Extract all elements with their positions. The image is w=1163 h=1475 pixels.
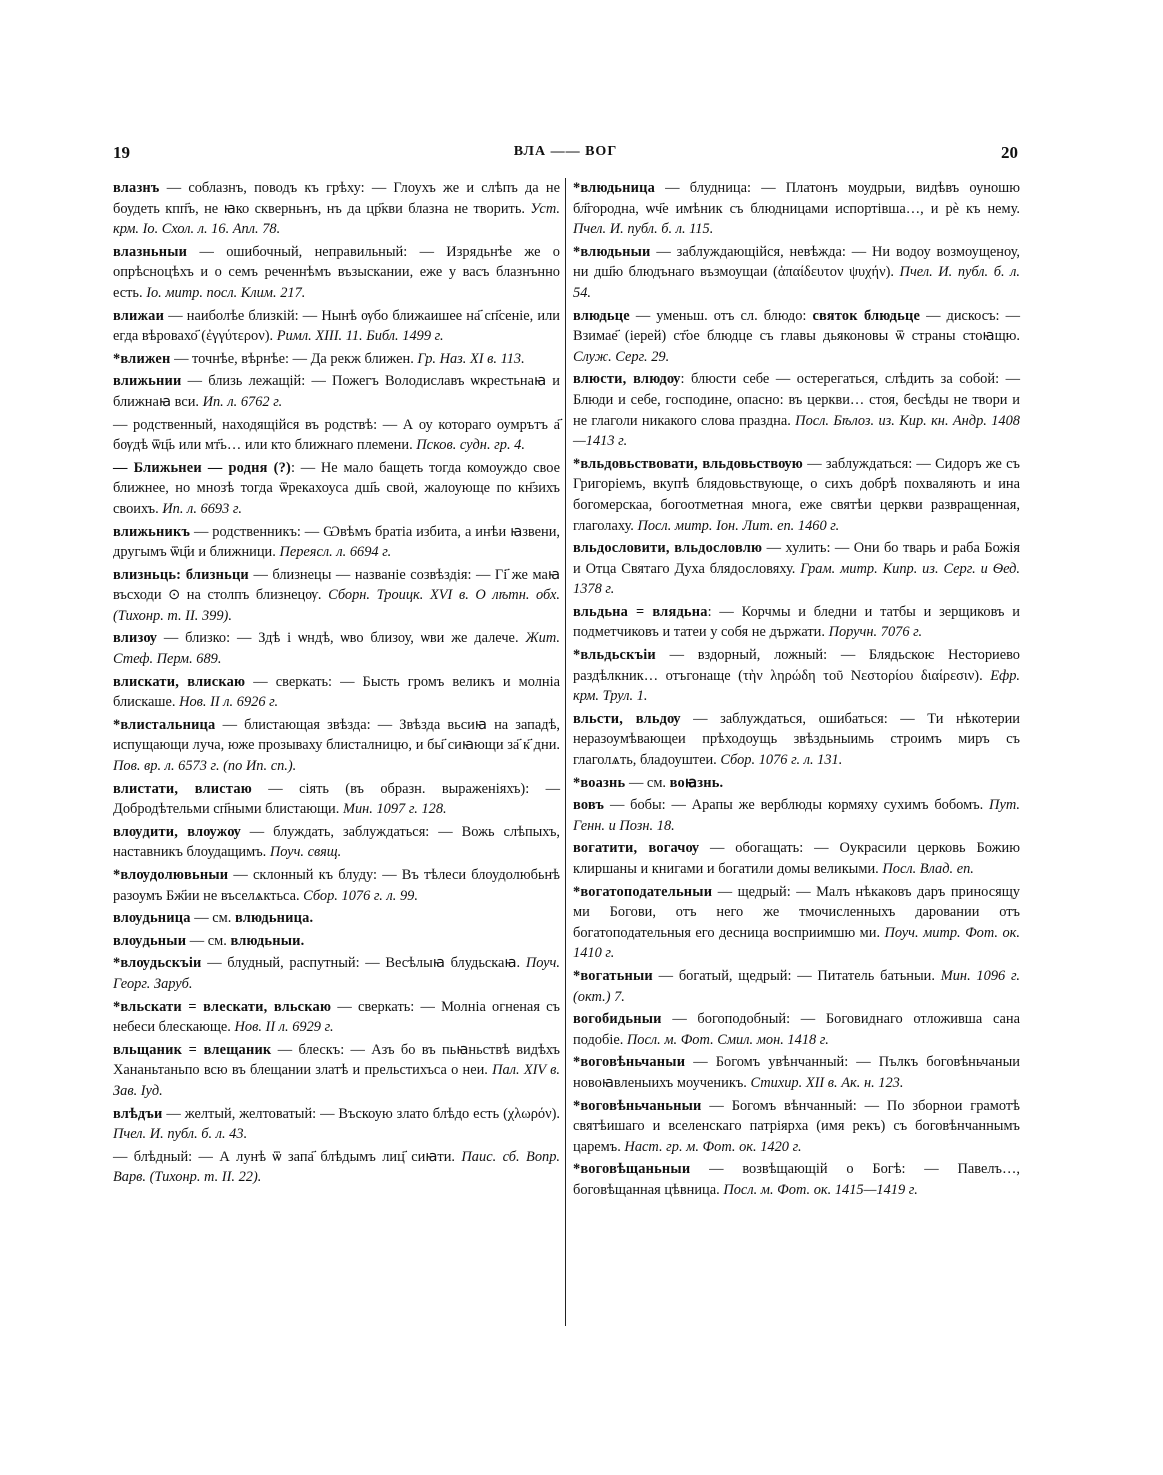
entry-definition: — наиболѣе близкій: — Нынѣ ѹбо ближаишее на҃ сп҃сеніе, или егда вѣровахо҃ (ἐγγύτερον). [113,307,560,345]
entry-headword: *влѹдьскъіи [113,955,202,972]
dictionary-entry [573,773,1020,794]
entry-headword: вльдьна = влядьна [573,603,708,620]
entry-definition: : — Корчмы и бледни и татбы и зерщиковъ и подметчиковъ и татеи у собя не държати. [573,603,1020,641]
entry-definition: — блѣдный: — А лунѣ ѿ запа҃ блѣдымъ лиц҃ сиꙗти. [113,1148,456,1165]
dictionary-entry [573,838,1020,879]
entry-source: Наст. гр. м. Фот. ок. 1420 г. [620,1138,802,1155]
entry-headword: *вльдовьствовати, вльдовьствѹю [573,455,803,472]
right-column [573,178,1020,1203]
dictionary-entry [573,795,1020,836]
entry-headword: *вльскати = влескати, вльскаю [113,998,332,1015]
entry-definition: — родственный, находящійся въ родствѣ: — А оу котораго оумрътъ а҃ бѹдѣ ѿц҃ь или мт҃ь… или кто ближнаго племени. [113,416,560,454]
entry-definition: — см. [625,774,670,791]
column-divider [565,178,566,1326]
entry-headword: влѹдити, влѹжѹ [113,823,241,840]
entry-headword: *влѹдолювьныи [113,867,229,883]
entry-source: Жит. Стеф. Перм. 689. [113,630,560,668]
dictionary-entry [113,565,560,627]
dictionary-entry [113,458,560,520]
entry-headword: *воазнь [573,774,626,791]
entry-definition: — блистающая звѣзда: — Звѣзда вьсиꙗ на западѣ, испущающи луча, юже прозываху блисталницю, и бы҃ сиꙗющи за҃ к҃ дни. [113,716,560,754]
entry-headword: *воговѣньчаньныи [573,1097,702,1114]
entry-source: Посл. Бѣлоз. из. Кир. кн. Андр. 1408—1413 г. [573,412,1020,450]
entry-headword: влѹдьница [113,910,191,927]
entry-definition: — желтый, желтоватый: — Въскоую злато блѣдо есть (χλωρόν). [162,1105,560,1122]
entry-source: Стихир. XII в. Ак. н. 123. [746,1074,904,1091]
entry-source: Поуч. митр. Фот. ок. 1410 г. [573,924,1020,962]
entry-headword: влижаи [113,307,165,324]
dictionary-entry [573,882,1020,964]
entry-headword: *влистальница [113,716,216,733]
entry-source: Посл. Влад. еп. [878,861,974,877]
entry-definition: : блюсти себе — остерегаться, слѣдить за собой: — Блюди и себе, господине, опасно: въ церкви… стоя, бесѣды не твори и не глаголи никакого слова праздна. [573,371,1020,429]
dictionary-entry [573,178,1020,240]
dictionary-entry [573,966,1020,1007]
entry-source: воꙗзнь. [669,774,724,791]
entry-definition: — богатый, щедрый: — Питатель батьныи. [652,967,935,984]
entry-definition: — щедрый: — Малъ нѣкаковъ даръ приносящу ми Богови, отъ него же тмочисленныхъ даровании отъ богатоподательныя его десница восприимшю ми. [573,883,1020,941]
dictionary-entry [573,454,1020,536]
entry-source: Посл. митр. Іон. Лит. еп. 1460 г. [633,517,840,534]
dictionary-entry [113,306,560,347]
entry-source: Нов. II л. 6929 г. [230,1019,334,1036]
left-column [113,178,560,1190]
entry-source: Мин. 1097 г. 128. [339,801,447,818]
entry-source: Пчел. И. публ. б. л. 115. [573,221,714,238]
entry-headword: *воговѣщаньныи [573,1161,691,1178]
entry-definition: — заблуждаться: — Сидоръ же съ Григоріемъ, вкупѣ блядовьствующе, о сихъ добрѣ похваляють и ина богомерскаа, богоотметная многа, еже святѣи церкви развращенная, глаголаху. [573,455,1020,534]
entry-headword: — Ближьнеи — родня (?) [113,459,291,476]
entry-definition: — хулить: — Они бо тварь и раба Божія и Отца Святаго Духа блядословяху. [573,540,1020,577]
entry-definition: — сверкать: — Молніа огненая съ небеси блескающе. [113,998,560,1036]
entry-headword: *влижен [113,350,171,367]
entry-source: Іо. митр. посл. Клим. 217. [142,284,306,301]
entry-definition: — богоподобный: — Боговиднаго отложивша сана подобіе. [573,1011,1020,1048]
dictionary-entry [113,908,560,929]
entry-headword: влѣдъи [113,1105,163,1122]
dictionary-entry [113,522,560,563]
entry-source: Пчел. И. публ. б. л. 43. [113,1126,248,1143]
page-header [113,143,1018,167]
entry-headword: влизѹ [113,630,157,647]
entry-headword: влазньныи [113,243,188,260]
entry-headword: влѹдьныи [113,932,187,949]
entry-definition: — точнѣе, вѣрнѣе: — Да рекж ближен. [170,350,414,367]
entry-headword: влазнъ [113,180,160,196]
entry-headword: влюсти, влюдѹ [573,371,681,388]
entry-definition: — Богомъ вѣнчанный: — По зборнои грамотѣ святѣишаго и вселенскаго патріярха (имя рекъ) съ боговѣнчаннымъ царемъ. [573,1097,1020,1155]
entry-definition: : — Не мало бащеть тогда комоуждо свое ближнее, но мнозѣ тогда ѿрекахоуса дш҃ь своӥ, жалоующе по кн҃зихъ своихъ. [113,459,560,517]
dictionary-entry [573,538,1020,600]
entry-source: Пал. XIV в. Зав. Іуд. [113,1062,561,1099]
dictionary-entry [113,953,560,994]
entry-source: Сборн. Троицк. XVI в. О лѣтн. обх. (Тихонр. т. II. 399). [113,587,560,624]
dictionary-entry [113,672,560,713]
entry-headword: влистати, влистаю [113,780,252,797]
dictionary-entry [113,371,560,412]
entry-source: Уст. крм. Іо. Схол. л. 16. Апл. 78. [113,200,560,238]
entry-definition: — уменьш. отъ сл. блюдо: [629,307,813,324]
entry-definition: — блудница: — Платонъ моудрыи, видѣвъ оуношю бл҃городна, ѡч҃е имѣник съ блюдницами испортівша…, и рѐ къ нему. [573,180,1020,217]
entry-definition: — сіять (въ образн. выраженіяхъ): — Добродѣтельми сп҃ными блистающи. [113,780,560,818]
entry-source: Сбор. 1076 г. л. 131. [716,752,843,769]
entry-headword: *вогатьныи [573,967,653,984]
entry-source: Переясл. л. 6694 г. [275,544,392,561]
entry-source: Посл. м. Фот. ок. 1415—1419 г. [719,1181,918,1198]
dictionary-entry [113,415,560,456]
entry-definition: — бобы: — Арапы же верблюды кормяху сухимъ бобомъ. [604,797,984,814]
page-number-right: 20 [1001,143,1018,162]
dictionary-entry [573,602,1020,643]
entry-source: влюдьница. [234,910,314,927]
entry-definition: — возвѣщающій о Богѣ: — Павелъ…, боговѣщанная цѣвница. [573,1161,1020,1198]
entry-source: Нов. II л. 6926 г. [175,694,279,711]
entry-definition: — блуждать, заблуждаться: — Вожь слѣпыхъ, наставникъ блоудащимъ. [113,823,560,861]
entry-headword: влизньць: близньци [113,566,249,583]
entry-definition: — блескъ: — Азъ бо въ пьꙗньствѣ видѣхъ Хананьтаньпо всю въ блещании златѣ и прельстихъса о неи. [113,1041,560,1079]
entry-source: Ефр. крм. Трул. 1. [573,667,1020,705]
entry-definition: — родственникъ: — Ѡвѣмъ братіа избита, а инѣи ꙗзвени, другымъ ѿц҃и и ближници. [113,523,560,561]
entry-source: Служ. Серг. 29. [573,348,670,365]
dictionary-entry [113,931,560,952]
entry-definition: — склонный къ блуду: — Въ тѣлеси блоудолюбьнѣ разоумъ Бж҃ии не въселѧктьса. [113,867,560,904]
entry-definition: — заблуждаться, ошибаться: — Ти нѣкотерии неразоумѣвающеи прѣходоущь звѣздьныимь строимъ миръ съ глаголѧть, бладоуштеи. [573,710,1021,769]
dictionary-entry [573,1009,1020,1050]
dictionary-entry [113,715,560,777]
entry-definition: — вздорный, ложный: — Блядьскоѥ Несториево раздѣлкник… отъгонаще (τὴν ληρώδη τοῦ Νεστορίου διαίρεσιν). [573,647,1020,684]
entry-definition: — обогащать: — Оукрасили церковь Божию клиршаны и книгами и богатили домы великыми. [573,840,1021,877]
entry-headword: вльдословити, вльдословлю [573,540,763,557]
dictionary-entry [113,1040,560,1102]
entry-source: Паис. сб. Вопр. Варв. (Тихонр. т. II. 22). [113,1148,560,1186]
entry-headword: вовъ [573,797,605,814]
entry-source: Пут. Генн. и Позн. 18. [573,797,1020,834]
entry-definition: — ошибочный, неправильный: — Изрядьнѣе же о опрѣсноцѣхъ и о семъ реченнѣмъ възыскании, еже у васъ блазнънно есть. [113,243,560,301]
entry-source: Поуч. свящ. [266,844,342,861]
entry-definition: — соблазнъ, поводъ къ грѣху: — Глоухъ же и слѣпъ да не боудеть кпп҃ъ, не ꙗко скверньнъ, нъ да цр҃кви блазна не творить. [113,180,560,217]
entry-headword: влюдьце [573,307,630,324]
entry-headword: вогобидьныи [573,1011,662,1028]
dictionary-entry [573,1096,1020,1158]
entry-source: Пчел. И. публ. б. л. 54. [573,264,1020,301]
entry-source: Псков. судн. гр. 4. [412,437,525,454]
entry-definition: — блудный, распутный: — Весѣлыꙗ блудьскаꙗ. [201,955,521,972]
entry-headword: *влюдьныи [573,243,651,260]
dictionary-entry [573,306,1020,368]
entry-source: Посл. м. Фот. Смил. мон. 1418 г. [623,1031,829,1048]
entry-source: Римл. XIII. 11. Библ. 1499 г. [273,328,444,345]
entry-headword: вогатити, вогачѹ [573,840,700,857]
entry-definition: — близнецы — названіе созвѣздія: — Гі҃ же маꙗ въсходи ⊙ на столпъ близнецѹ. [113,566,560,604]
entry-headword: влискати, влискаю [113,673,246,690]
entry-headword: вльщаник = влещаник [113,1041,272,1058]
entry-definition: — см. [190,910,235,927]
dictionary-entry [113,997,560,1038]
entry-source: Ип. л. 6762 г. [199,393,283,410]
dictionary-columns [113,178,1021,1358]
entry-definition-continued: — дискосъ: — Взимае҃ (iерей) ст҃ое блюдце съ главы дьяконовы ѿ страны стоꙗщю. [573,307,1020,345]
dictionary-entry [573,242,1020,304]
entry-source: Грам. митр. Кипр. из. Серг. и Ѳед. 1378 г. [573,560,1020,598]
entry-definition: — Богомъ увѣнчанный: — Пълкъ боговѣньчаныи новоꙗвленыихъ моученикъ. [573,1054,1020,1091]
entry-definition: — близко: — Здѣ і ѡндѣ, ѡво близоу, ѡви же далече. [156,630,519,647]
dictionary-entry [573,1159,1020,1200]
dictionary-entry [113,1104,560,1145]
entry-headword: *вогатоподательныи [573,883,713,900]
dictionary-entry [573,709,1020,771]
dictionary-entry [113,1147,560,1188]
entry-source: Мин. 1096 г. (окт.) 7. [573,967,1020,1005]
dictionary-entry [573,1052,1020,1093]
entry-source: Гр. Наз. XI в. 113. [413,350,525,367]
dictionary-entry [573,645,1020,707]
entry-source: Сбор. 1076 г. л. 99. [299,887,418,904]
entry-subheadword: святок блюдьце [812,307,921,324]
entry-definition: — сверкать: — Бысть громъ великъ и молніа блискаше. [113,673,560,711]
entry-definition: — см. [186,932,231,949]
dictionary-entry [113,822,560,863]
entry-headword: вльсти, вльдѹ [573,710,681,727]
page-number-left: 19 [113,143,130,162]
dictionary-entry [113,349,560,370]
dictionary-entry [113,779,560,820]
entry-source: Поуч. Георг. Заруб. [113,955,560,992]
dictionary-entry [113,628,560,669]
entry-headword: *влюдьница [573,180,655,196]
entry-definition: — заблуждающійся, невѣжда: — Ни водоу возмоущеноу, ни дш҃ю блюдънаго възмоущаи (ἀπαίδευτον ψυχήν). [573,243,1020,281]
entry-source: Пов. вр. л. 6573 г. (по Ип. сп.). [113,758,297,775]
entry-source: влюдьныи. [230,932,305,949]
dictionary-entry [113,178,560,240]
entry-source: Поручн. 7076 г. [824,624,923,641]
entry-headword: влижьникъ [113,523,191,540]
entry-definition: — близь лежащій: — Пожегъ Володиславъ ѡкрестьнаꙗ и ближнаꙗ вси. [113,373,560,410]
dictionary-entry [573,369,1020,451]
running-title: ВЛА —— ВОГ [513,144,618,159]
dictionary-entry [113,242,560,304]
entry-source: Ип. л. 6693 г. [158,500,242,517]
entry-headword: *вльдьскъіи [573,647,656,664]
dictionary-entry [113,865,560,906]
entry-headword: влижьнии [113,373,182,390]
entry-headword: *воговѣньчаныи [573,1054,686,1071]
